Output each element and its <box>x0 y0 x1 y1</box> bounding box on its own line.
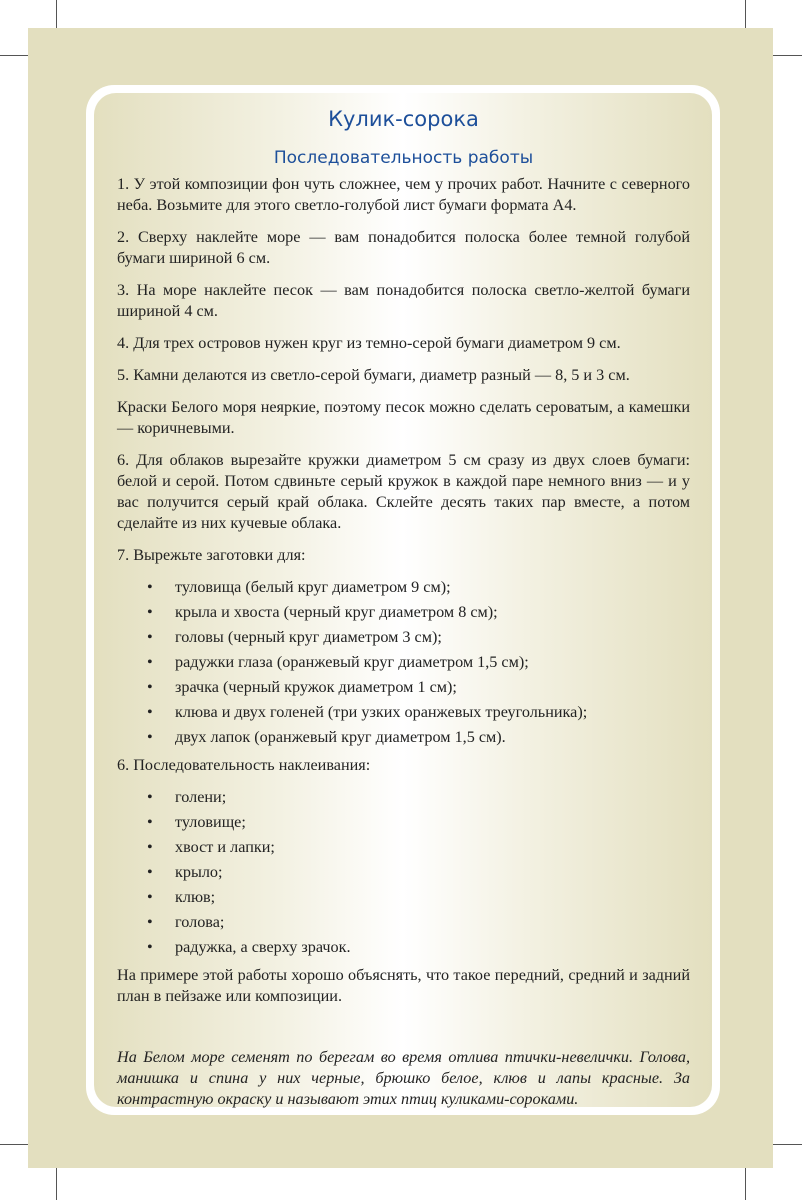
list-item: • туловища (белый круг диаметром 9 см); <box>147 577 690 598</box>
list-item: • голова; <box>147 912 690 933</box>
crop-mark <box>773 55 802 56</box>
gluing-heading: 6. Последовательность наклеивания: <box>117 756 371 774</box>
paragraph: 4. Для трех островов нужен круг из темно-серой бумаги диаметром 9 см. <box>117 334 621 352</box>
crop-mark <box>745 0 746 28</box>
paragraph: 3. На море наклейте песок — вам понадобится полоска светло-желтой бумаги шириной 4 см. <box>117 281 690 320</box>
list-item: • клюва и двух голеней (три узких оранжевых треугольника); <box>147 702 690 723</box>
note-paragraph: На Белом море семенят по берегам во время отлива птички-невелички. Голова, манишка и спина у них черные, брюшко белое, клюв и лапы красные. За контрастную окраску и называют этих птиц куликами-сороками. <box>117 1048 690 1108</box>
list-item: • хвост и лапки; <box>147 837 690 858</box>
list-item: • зрачка (черный кружок диаметром 1 см); <box>147 677 690 698</box>
paragraph: Краски Белого моря неяркие, поэтому песок можно сделать сероватым, а камешки — коричневыми. <box>117 398 690 437</box>
cutout-list <box>117 577 690 748</box>
paragraph: 6. Для облаков вырезайте кружки диаметром 5 см сразу из двух слоев бумаги: белой и серой. Потом сдвиньте серый кружок в каждой паре немного вниз — и у вас получится серый край облака. Склейте десять таких пар вместе, а потом сделайте из них кучевые облака. <box>117 451 690 532</box>
list-item: • радужки глаза (оранжевый круг диаметром 1,5 см); <box>147 652 690 673</box>
instructions <box>117 174 690 566</box>
crop-mark <box>745 1168 746 1200</box>
list-item: • крыло; <box>147 862 690 883</box>
crop-mark <box>56 0 57 28</box>
section-title: Последовательность работы <box>273 148 534 168</box>
crop-mark <box>0 55 28 56</box>
paragraph: 1. У этой композиции фон чуть сложнее, чем у прочих работ. Начните с северного неба. Возьмите для этого светло-голубой лист бумаги формата А4. <box>117 175 690 214</box>
paragraph: 5. Камни делаются из светло-серой бумаги, диаметр разный — 8, 5 и 3 см. <box>117 366 630 384</box>
paragraph: 2. Сверху наклейте море — вам понадобится полоска более темной голубой бумаги шириной 6 см. <box>117 228 690 267</box>
list-item: • крыла и хвоста (черный круг диаметром 8 см); <box>147 602 690 623</box>
list-item: • двух лапок (оранжевый круг диаметром 1,5 см). <box>147 727 690 748</box>
paragraph: 7. Вырежьте заготовки для: <box>117 546 306 564</box>
card-body <box>94 93 712 1107</box>
content-card <box>86 85 720 1115</box>
page-title: Кулик-сорока <box>328 107 479 131</box>
list-item: • радужка, а сверху зрачок. <box>147 937 690 958</box>
gluing-list <box>117 787 690 958</box>
list-item: • клюв; <box>147 887 690 908</box>
list-item: • головы (черный круг диаметром 3 см); <box>147 627 690 648</box>
list-item: • туловище; <box>147 812 690 833</box>
crop-mark <box>773 1144 802 1145</box>
crop-mark <box>56 1168 57 1200</box>
closing-paragraph: На примере этой работы хорошо объяснять, что такое передний, средний и задний план в пейзаже или композиции. <box>117 966 690 1005</box>
list-item: • голени; <box>147 787 690 808</box>
crop-mark <box>0 1144 28 1145</box>
